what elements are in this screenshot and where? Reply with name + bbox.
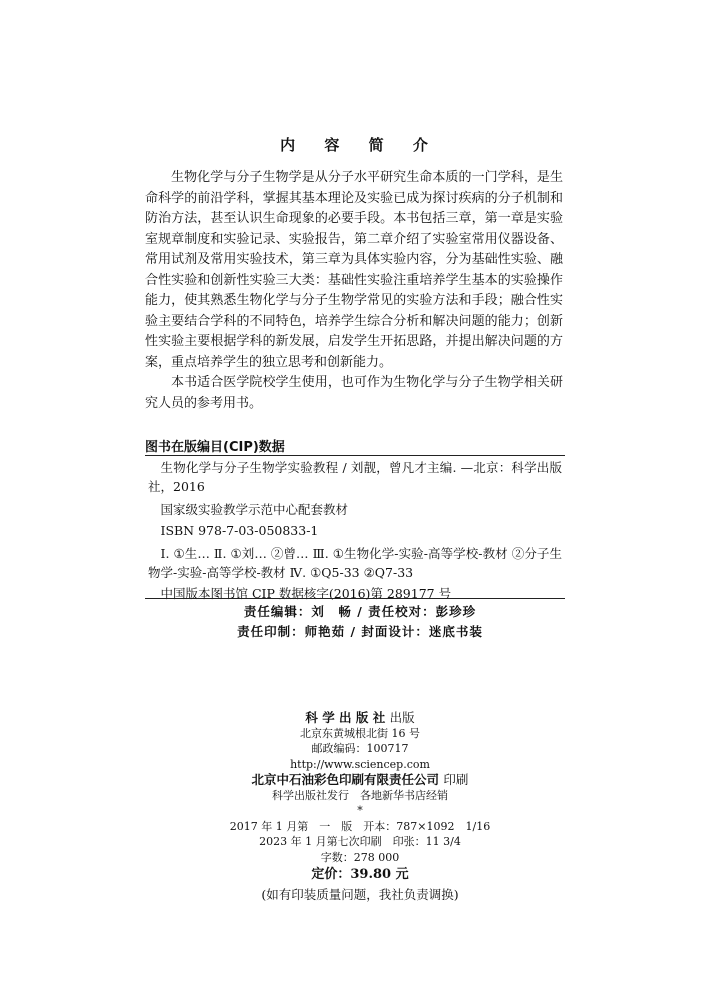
- publisher-name: 科 学 出 版 社: [305, 710, 386, 725]
- printer-name: 北京中石油彩色印刷有限责任公司: [251, 772, 440, 787]
- separator-star: *: [357, 804, 363, 817]
- imprint-section: [0, 710, 720, 902]
- cip-bottom-rule: [145, 598, 565, 599]
- credits-production: 责任印制：师艳茹 / 封面设计：迷底书装: [237, 624, 483, 639]
- cip-record-title: 生物化学与分子生物学实验教程 / 刘靓，曾凡才主编. —北京：科学出版社，2016: [148, 460, 562, 494]
- quality-note: (如有印装质量问题，我社负责调换): [261, 886, 459, 902]
- printer-line: [0, 772, 720, 788]
- price-line: 定价：39.80 元: [311, 867, 409, 882]
- cip-isbn: ISBN 978-7-03-050833-1: [160, 523, 319, 538]
- distribution-line: 科学出版社发行 各地新华书店经销: [272, 788, 448, 802]
- page-title: 内 容 简 介: [280, 136, 440, 154]
- cip-subjects: Ⅰ. ①生… Ⅱ. ①刘… ②曾… Ⅲ. ①生物化学-实验-高等学校-教材 ②分子生物学-实验-高等学校-教材 Ⅳ. ①Q5-33 ②Q7-33: [148, 546, 562, 580]
- summary-paragraph-2: 本书适合医学院校学生使用，也可作为生物化学与分子生物学相关研究人员的参考用书。: [145, 375, 563, 411]
- edition-line: 2017 年 1 月第 一 版 开本：787×1092 1/16: [229, 819, 491, 833]
- publisher-address: 北京东黄城根北街 16 号: [300, 726, 420, 740]
- summary-section: [145, 168, 563, 414]
- publisher-url: http://www.sciencep.com: [290, 757, 430, 771]
- printing-line: 2023 年 1 月第七次印刷 印张：11 3/4: [259, 835, 461, 848]
- credits-editors: 责任编辑：刘 畅 / 责任校对：彭珍珍: [243, 604, 477, 619]
- publisher-postcode: 邮政编码：100717: [311, 742, 409, 755]
- cip-record: [148, 458, 562, 603]
- cip-top-rule: [145, 455, 565, 456]
- cip-number: 中国版本图书馆 CIP 数据核字(2016)第 289177 号: [160, 586, 452, 601]
- cip-heading: 图书在版编目(CIP)数据: [145, 440, 285, 455]
- publisher-line: [0, 710, 720, 726]
- printer-suffix: 印刷: [443, 772, 469, 787]
- publisher-suffix: 出版: [389, 710, 415, 725]
- summary-paragraph-1: 生物化学与分子生物学是从分子水平研究生命本质的一门学科，是生命科学的前沿学科，掌握其基本理论及实验已成为探讨疾病的分子机制和防治方法，甚至认识生命现象的必要手段。本书包括三章，第一章是实验室规章制度和实验记录、实验报告，第二章介绍了实验室常用仪器设备、常用试剂及常用实验技术，第三章为具体实验内容，分为基础性实验、融合性实验和创新性实验三大类：基础性实验注重培养学生基本的实验操作能力，使其熟悉生物化学与分子生物学常见的实验方法和手段；融合性实验主要结合学科的不同特色，培养学生综合分析和解决问题的能力；创新性实验主要根据学科的新发展，启发学生开拓思路，并提出解决问题的方案，重点培养学生的独立思考和创新能力。: [145, 170, 563, 370]
- cip-series: 国家级实验教学示范中心配套教材: [160, 502, 349, 517]
- wordcount-line: 字数：278 000: [320, 850, 400, 864]
